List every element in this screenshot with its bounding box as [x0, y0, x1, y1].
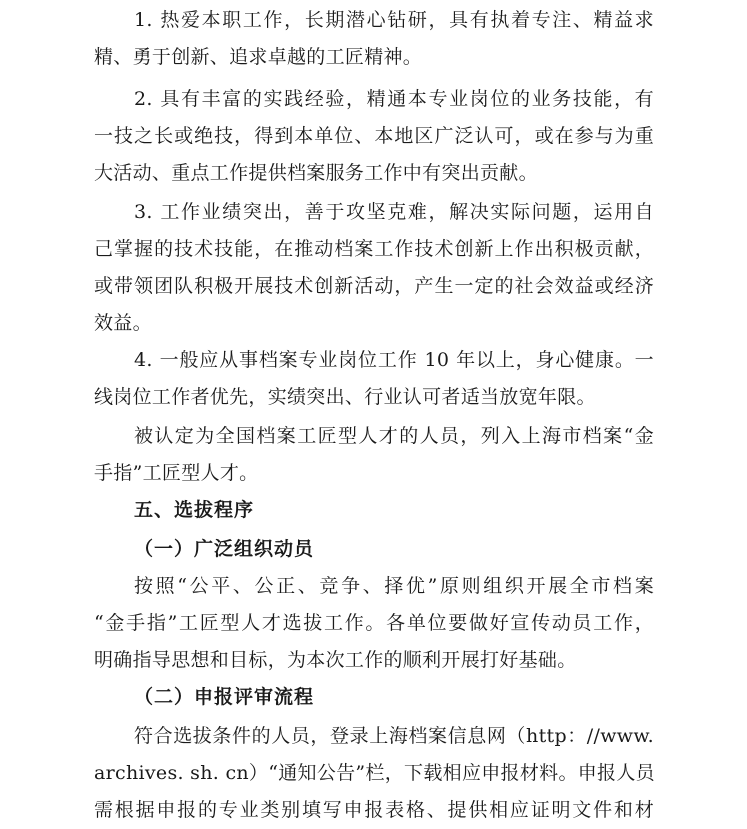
- p1-line-2: 精、勇于创新、追求卓越的工匠精神。: [94, 46, 423, 68]
- p6-line-2: “金手指”工匠型人才选拔工作。各单位要做好宣传动员工作，: [94, 612, 654, 634]
- p3-line-1: 3. 工作业绩突出，善于攻坚克难，解决实际问题，运用自: [134, 201, 654, 223]
- subsection-heading-1: （一）广泛组织动员: [134, 538, 315, 560]
- p7-line-3: 需根据申报的专业类别填写申报表格、提供相应证明文件和材: [94, 799, 654, 821]
- p6-line-3: 明确指导思想和目标，为本次工作的顺利开展打好基础。: [94, 649, 577, 671]
- section-heading: 五、选拔程序: [134, 499, 255, 521]
- p7-line-1: 符合选拔条件的人员，登录上海档案信息网（http：//www.: [134, 725, 654, 747]
- p1-line-1: 1. 热爱本职工作，长期潜心钻研，具有执着专注、精益求: [134, 9, 654, 31]
- p2-line-3: 大活动、重点工作提供档案服务工作中有突出贡献。: [94, 162, 538, 184]
- p2-line-1: 2. 具有丰富的实践经验，精通本专业岗位的业务技能，有: [134, 88, 654, 110]
- p6-line-1: 按照“公平、公正、竞争、择优”原则组织开展全市档案: [134, 575, 654, 597]
- p4-line-2: 线岗位工作者优先，实绩突出、行业认可者适当放宽年限。: [94, 386, 596, 408]
- p3-line-3: 或带领团队积极开展技术创新活动，产生一定的社会效益或经济: [94, 275, 654, 297]
- p5-line-2: 手指”工匠型人才。: [94, 462, 259, 484]
- p4-line-1: 4. 一般应从事档案专业岗位工作 10 年以上，身心健康。一: [134, 349, 654, 371]
- subsection-heading-2: （二）申报评审流程: [134, 686, 315, 708]
- p2-line-2: 一技之长或绝技，得到本单位、本地区广泛认可，或在参与为重: [94, 125, 654, 147]
- p3-line-2: 己掌握的技术技能，在推动档案工作技术创新上作出积极贡献，: [94, 238, 654, 260]
- p3-line-4: 效益。: [94, 312, 152, 334]
- p7-line-2: archives. sh. cn）“通知公告”栏，下载相应申报材料。申报人员: [94, 762, 655, 784]
- p5-line-1: 被认定为全国档案工匠型人才的人员，列入上海市档案“金: [134, 425, 654, 447]
